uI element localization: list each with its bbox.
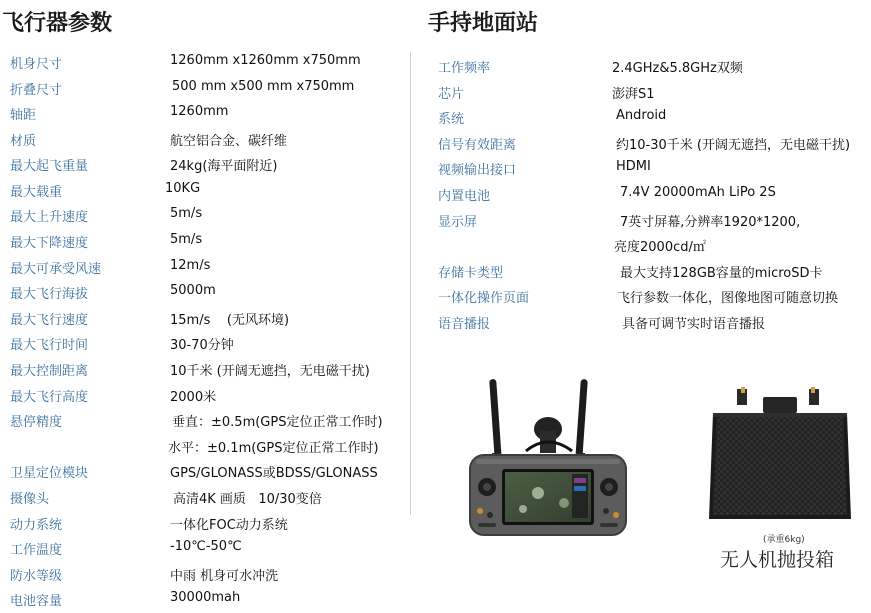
spec-value: GPS/GLONASS或BDSS/GLONASS — [170, 466, 378, 481]
spec-label: 最大上升速度 — [10, 210, 89, 225]
spec-label: 材质 — [10, 134, 37, 149]
aircraft-params-title: 飞行器参数 — [2, 11, 113, 36]
spec-label: 最大飞行速度 — [10, 313, 89, 328]
spec-label: 最大飞行高度 — [10, 390, 89, 405]
spec-value: 2000米 — [170, 390, 217, 405]
spec-label: 最大载重 — [10, 185, 63, 200]
spec-label: 内置电池 — [438, 189, 491, 204]
spec-value: 12m/s — [170, 258, 211, 273]
spec-value: 垂直：±0.5m(GPS定位正常工作时) — [172, 415, 383, 430]
spec-label: 工作温度 — [10, 543, 63, 558]
spec-value: 30-70分钟 — [170, 338, 234, 353]
spec-value: 最大支持128GB容量的microSD卡 — [620, 266, 823, 281]
spec-value: 30000mah — [170, 590, 241, 605]
spec-label: 显示屏 — [438, 215, 478, 230]
spec-value: 5000m — [170, 283, 216, 298]
spec-value: 24kg(海平面附近) — [170, 159, 278, 174]
spec-label: 系统 — [438, 112, 465, 127]
column-divider — [410, 52, 411, 515]
spec-value: 10千米 (开阔无遮挡，无电磁干扰) — [170, 364, 370, 379]
spec-value: 15m/s (无风环境) — [170, 313, 290, 328]
spec-label: 最大飞行时间 — [10, 338, 89, 353]
drone-drop-box-image — [705, 383, 855, 523]
spec-value: 水平：±0.1m(GPS定位正常工作时) — [168, 441, 379, 456]
spec-value: 1260mm x1260mm x750mm — [170, 53, 361, 68]
spec-value: 10KG — [165, 181, 201, 196]
spec-label: 最大飞行海拔 — [10, 287, 89, 302]
ground-station-controller-image — [468, 375, 628, 537]
spec-value: 一体化FOC动力系统 — [170, 518, 288, 533]
spec-label: 信号有效距离 — [438, 138, 517, 153]
spec-value: HDMI — [616, 159, 651, 174]
spec-label: 防水等级 — [10, 569, 63, 584]
spec-label: 工作频率 — [438, 61, 491, 76]
ground-station-title: 手持地面站 — [428, 11, 539, 36]
spec-value: 500 mm x500 mm x750mm — [172, 79, 355, 94]
drop-box-name: 无人机抛投箱 — [720, 549, 835, 571]
spec-value: -10℃-50℃ — [170, 539, 242, 554]
spec-label: 电池容量 — [10, 594, 63, 609]
spec-label: 机身尺寸 — [10, 57, 63, 72]
spec-value: 高清4K 画质 10/30变倍 — [173, 492, 322, 507]
spec-label: 语音播报 — [438, 317, 491, 332]
spec-label: 卫星定位模块 — [10, 466, 89, 481]
spec-label: 视频输出接口 — [438, 163, 517, 178]
spec-label: 最大可承受风速 — [10, 262, 102, 277]
spec-value: 7.4V 20000mAh LiPo 2S — [620, 185, 776, 200]
spec-value: 2.4GHz&5.8GHz双频 — [612, 61, 743, 76]
spec-label: 动力系统 — [10, 518, 63, 533]
spec-label: 芯片 — [438, 87, 465, 102]
spec-value: 1260mm — [170, 104, 229, 119]
spec-value: 航空铝合金、碳纤维 — [170, 134, 288, 149]
spec-value: 7英寸屏幕,分辨率1920*1200, — [620, 215, 801, 230]
spec-label: 摄像头 — [10, 492, 50, 507]
spec-label: 最大下降速度 — [10, 236, 89, 251]
spec-label: 悬停精度 — [10, 415, 63, 430]
spec-label: 存储卡类型 — [438, 266, 504, 281]
spec-label: 一体化操作页面 — [438, 291, 530, 306]
spec-value: 中雨 机身可水冲洗 — [170, 569, 279, 584]
spec-value: 飞行参数一体化，图像地图可随意切换 — [617, 291, 839, 306]
spec-label: 最大起飞重量 — [10, 159, 89, 174]
spec-value: 5m/s — [170, 206, 203, 221]
spec-label: 轴距 — [10, 108, 37, 123]
spec-value: Android — [616, 108, 667, 123]
spec-label: 最大控制距离 — [10, 364, 89, 379]
spec-value: 5m/s — [170, 232, 203, 247]
drop-box-load-note: (承重6kg) — [763, 535, 805, 545]
spec-value: 亮度2000cd/㎡ — [614, 240, 706, 255]
spec-label: 折叠尺寸 — [10, 83, 63, 98]
spec-value: 约10-30千米 (开阔无遮挡，无电磁干扰) — [616, 138, 851, 153]
spec-value: 具备可调节实时语音播报 — [622, 317, 766, 332]
spec-value: 澎湃S1 — [612, 87, 655, 102]
